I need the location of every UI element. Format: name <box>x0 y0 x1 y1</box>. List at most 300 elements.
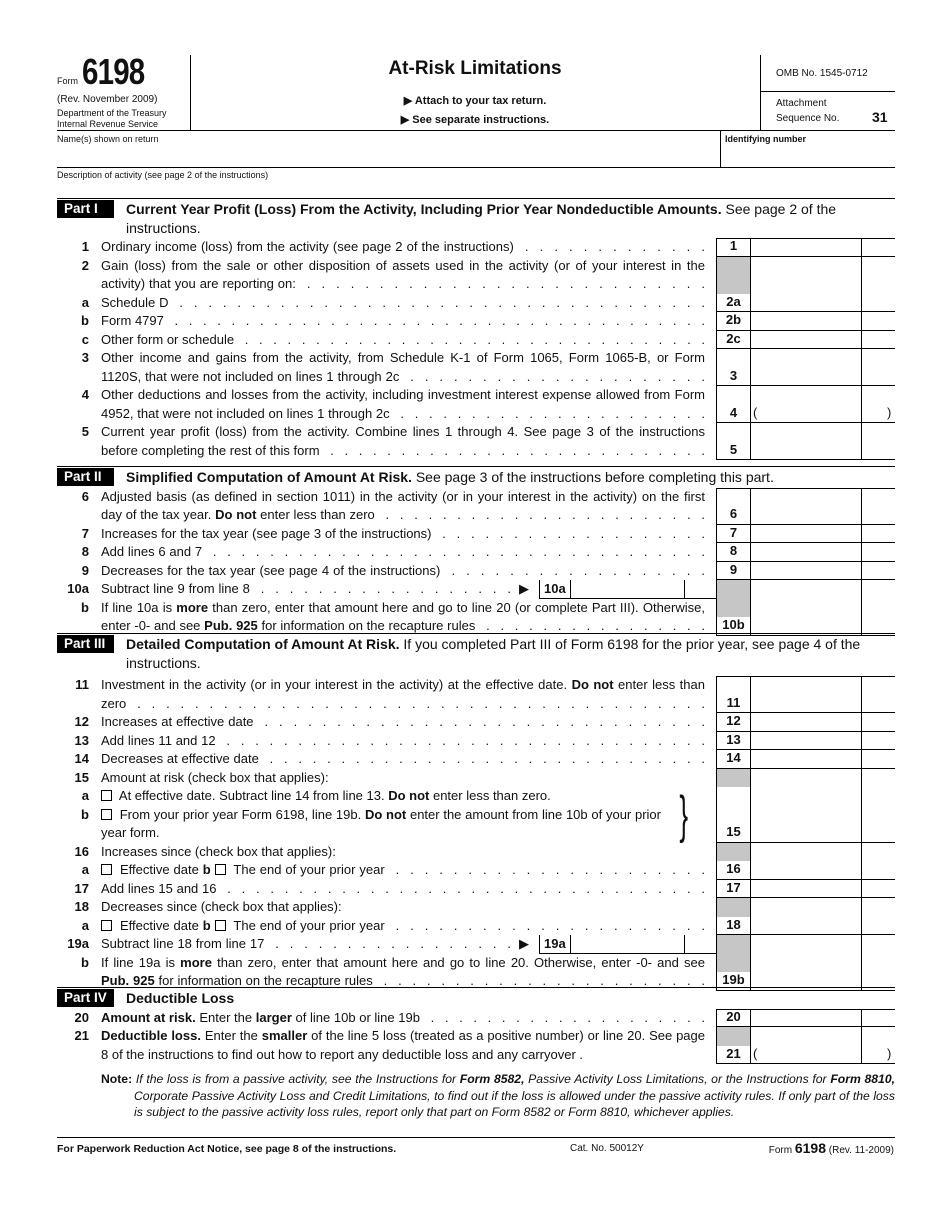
text-segment: Corporate Passive Activity Loss and Credit Limitations, to find out if the loss is allowed under the passive activity rules. If only part of the loss is subject to the passive activity loss rules, report only that part on Form 8582 or Form 8810, whichever applies. <box>134 1088 895 1119</box>
note <box>101 1071 895 1121</box>
part-3-label: Part III <box>57 635 114 653</box>
identifying-number-label: Identifying number <box>725 134 806 144</box>
line-a-label-cell <box>716 787 750 806</box>
cents-divider <box>861 349 862 385</box>
line-label: 5 <box>729 441 738 457</box>
part-2-label: Part II <box>57 468 114 486</box>
line-12-row <box>57 713 895 732</box>
cents-divider <box>861 312 862 330</box>
line-number: 5 <box>81 424 89 439</box>
line-10a-text <box>101 580 511 599</box>
line-label: 4 <box>729 404 738 420</box>
sequence-number: 31 <box>872 109 888 125</box>
line-15-label-cell <box>716 769 750 788</box>
text-segment: for information on the recapture rules <box>154 973 373 988</box>
dot-leader: . . . . . . . . . . . . . . . . . . . . . . <box>400 405 705 421</box>
line-15-amount-field <box>750 769 895 788</box>
text-segment: Investment in the activity (or in your interest in the activity) at the effective date. <box>101 677 572 692</box>
line-17-text <box>101 880 705 899</box>
dot-leader: . . . . . . . . . . . . . . . . . . . . . . . <box>383 973 705 988</box>
shaded-area <box>717 599 750 618</box>
line-label: 21 <box>726 1045 741 1061</box>
line-label: 1 <box>729 238 738 253</box>
line-9-row <box>57 562 895 581</box>
checkbox[interactable] <box>215 920 226 931</box>
line-16-text <box>101 843 705 862</box>
cents-divider <box>861 713 862 731</box>
line-14-label-cell <box>716 750 750 769</box>
line-2b-amount-field[interactable] <box>750 312 895 331</box>
line-b-row <box>57 954 895 991</box>
text-segment: If the loss is from a passive activity, see the Instructions for <box>135 1072 460 1086</box>
line-label: 3 <box>729 367 738 383</box>
cents-divider <box>861 331 862 349</box>
bold-text: Deductible Loss <box>126 990 235 1006</box>
dot-leader: . . . . . . . . . . . . . . . . . . . . . . . . . . . . <box>306 276 705 291</box>
shaded-area <box>717 1027 750 1046</box>
see-instructions: ▶ See separate instructions. <box>400 114 550 126</box>
text-segment: of line 10b or line 19b <box>291 1009 420 1025</box>
line-18-label-cell <box>716 917 750 936</box>
line-16-label-cell <box>716 843 750 862</box>
line-15-amount-field[interactable] <box>750 806 895 843</box>
bold-text: more <box>180 954 212 970</box>
line-4-amount-field[interactable] <box>750 386 895 423</box>
cents-divider <box>861 750 862 768</box>
text-segment: for information on the recapture rules <box>257 618 476 633</box>
cents-divider <box>861 917 862 935</box>
line-number: 4 <box>81 387 89 402</box>
dot-leader: . . . . . . . . . . . . . . . . . . . . . . <box>395 862 705 877</box>
line-label: 17 <box>726 879 741 895</box>
line-2c-label-cell <box>716 331 750 350</box>
line-7-amount-field[interactable] <box>750 525 895 544</box>
dot-leader: . . . . . . . . . . . . . . . . . . . . . . . . . . . . . . . . . <box>244 331 705 347</box>
omb-number: OMB No. 1545-0712 <box>776 68 868 79</box>
line-10a-amount-field <box>750 580 895 599</box>
catalog-number: Cat. No. 50012Y <box>570 1143 644 1154</box>
line-number: 7 <box>81 525 89 541</box>
line-13-label-cell <box>716 732 750 751</box>
shaded-area <box>717 954 750 973</box>
cents-divider <box>861 562 862 580</box>
irs: Internal Revenue Service <box>57 119 159 129</box>
cents-divider <box>861 898 862 917</box>
line-1-text <box>101 238 705 257</box>
part-4-divider <box>57 987 895 988</box>
line-15-text <box>101 769 705 788</box>
line-11-text <box>101 676 705 713</box>
line-number: a <box>81 917 89 933</box>
line-10a-label-cell <box>716 580 750 599</box>
open-paren: ( <box>753 1045 758 1061</box>
dot-leader: . . . . . . . . . . . . . . . . . . . . . . . . . . . . . . . . . . . . . . <box>174 313 705 328</box>
cents-divider <box>684 935 685 953</box>
dot-leader: . . . . . . . . . . . . . <box>524 239 705 254</box>
line-1-label-cell <box>716 238 750 257</box>
line-14-row <box>57 750 895 769</box>
line-number: 15 <box>74 769 89 785</box>
line-11-label-cell <box>716 676 750 713</box>
text-segment: Subtract line 18 from line 17 <box>101 936 265 951</box>
line-19a-amount-field <box>750 935 895 954</box>
line-21-label-cell <box>716 1027 750 1064</box>
line-7-text <box>101 525 705 544</box>
line-19a-inline-box[interactable] <box>539 935 716 954</box>
cents-divider <box>861 806 862 842</box>
cents-divider <box>861 294 862 312</box>
line-19a-text <box>101 935 511 954</box>
text-segment: From your prior year Form 6198, line 19b. <box>116 806 365 822</box>
dot-leader: . . . . . . . . . . . . . . . . . . . . . <box>410 368 705 384</box>
line-label: 12 <box>726 713 741 728</box>
line-6-amount-field[interactable] <box>750 488 895 525</box>
line-b-text <box>101 599 705 636</box>
line-20-label-cell <box>716 1009 750 1028</box>
line-number: 1 <box>81 239 89 254</box>
cents-divider <box>861 1010 862 1027</box>
line-2a-amount-field[interactable] <box>750 294 895 313</box>
line-5-text <box>101 423 705 460</box>
line-a-text <box>101 917 705 936</box>
dot-leader: . . . . . . . . . . . . . . . . . . . . . . . . . . . <box>330 442 705 458</box>
line-4-text <box>101 386 705 423</box>
text-segment: than zero, enter that amount here and go to line 20. Otherwise, enter -0- and see <box>211 954 705 970</box>
footer-form-word: Form <box>768 1145 795 1156</box>
cents-divider <box>861 489 862 524</box>
text-segment: Current year profit (loss) from the activity. Combine lines 1 through 4. See page 3 of the instructions before completing the rest of this form <box>101 424 705 458</box>
line-11-row <box>57 676 895 713</box>
cents-divider <box>861 239 862 256</box>
footer-form-number: 6198 <box>794 1140 826 1156</box>
dot-leader: . . . . . . . . . . . . . . . . . . . . . . . . . . . . . . . . . . <box>227 880 705 896</box>
line-18-amount-field <box>750 898 895 917</box>
line-number: 18 <box>74 899 89 914</box>
cents-divider <box>861 386 862 422</box>
paperwork-notice: For Paperwork Reduction Act Notice, see page 8 of the instructions. <box>57 1143 397 1155</box>
checkbox[interactable] <box>101 809 112 820</box>
line-number: 13 <box>74 732 89 748</box>
cents-divider <box>861 954 862 990</box>
line-5-row <box>57 423 895 460</box>
line-2-label-cell <box>716 257 750 294</box>
bold-text: Current Year Profit (Loss) From the Activity, Including Prior Year Nondeductible Amounts. <box>126 201 722 217</box>
line-number: a <box>81 294 89 310</box>
line-7-row <box>57 525 895 544</box>
line-17-label-cell <box>716 880 750 899</box>
text-segment: Adjusted basis (as defined in section 1011) in the activity (or in your interest in the activity) on the first day of the tax year. <box>101 488 705 522</box>
name-input[interactable] <box>57 145 719 166</box>
line-15-label-cell <box>716 806 750 843</box>
checkbox[interactable] <box>215 864 226 875</box>
line-6-text <box>101 488 705 525</box>
line-label: 18 <box>726 916 741 932</box>
line-14-amount-field[interactable] <box>750 750 895 769</box>
line-c-text <box>101 331 705 350</box>
bold-text: Deductible loss. <box>101 1028 201 1043</box>
line-number: 21 <box>74 1028 89 1043</box>
line-19a-label-cell <box>716 935 750 954</box>
line-13-row <box>57 732 895 751</box>
cents-divider <box>861 769 862 788</box>
bold-text: b <box>202 862 211 877</box>
part-3-divider <box>57 633 895 634</box>
line-13-text <box>101 732 705 751</box>
bold-text: Pub. 925 <box>101 973 155 988</box>
description-input[interactable] <box>57 181 895 198</box>
dot-leader: . . . . . . . . . . . . . . . . . . . . . . <box>395 917 705 933</box>
bold-text: Do not <box>388 788 430 803</box>
line-2a-label-cell <box>716 294 750 313</box>
cents-divider <box>861 732 862 750</box>
bold-text: Pub. 925 <box>204 618 258 633</box>
bold-text: Form 8582, <box>459 1072 525 1086</box>
text-segment: Add lines 15 and 16 <box>101 880 217 896</box>
line-label: 14 <box>726 750 741 765</box>
line-a-text <box>101 861 705 880</box>
part-1-divider <box>57 198 895 199</box>
line-number: 17 <box>74 880 89 896</box>
text-segment: If you completed Part III of Form 6198 for the prior year, see page 4 of the instructions. <box>126 636 861 671</box>
text-segment: enter less than zero <box>101 677 705 711</box>
line-label: 7 <box>729 524 738 540</box>
part-2-divider <box>57 466 895 467</box>
line-number: b <box>81 313 89 328</box>
line-9-label-cell <box>716 562 750 581</box>
cents-divider <box>861 843 862 862</box>
line-18-row <box>57 898 895 917</box>
checkbox[interactable] <box>101 790 112 801</box>
line-16-amount-field[interactable] <box>750 861 895 880</box>
bold-text: larger <box>255 1009 292 1025</box>
bold-text: Do not <box>215 507 257 522</box>
line-10a-row <box>57 580 895 599</box>
bold-text: Detailed Computation of Amount At Risk. <box>126 636 400 652</box>
line-number: 20 <box>74 1009 89 1025</box>
cents-divider <box>861 935 862 954</box>
line-c-row <box>57 331 895 350</box>
line-16-label-cell <box>716 861 750 880</box>
line-a-row <box>57 917 895 936</box>
line-9-amount-field[interactable] <box>750 562 895 581</box>
line-18-label-cell <box>716 898 750 917</box>
line-10b-amount-field[interactable] <box>750 599 895 636</box>
text-segment: Effective date <box>116 862 203 877</box>
text-segment: Add lines 6 and 7 <box>101 544 203 559</box>
line-13-amount-field[interactable] <box>750 732 895 751</box>
line-number: b <box>81 954 89 970</box>
bold-text: Amount at risk. <box>101 1009 196 1025</box>
cents-divider <box>861 787 862 806</box>
line-a-amount-field <box>750 787 895 806</box>
line-label: 16 <box>726 861 741 876</box>
bold-text: Do not <box>364 806 407 822</box>
dot-leader: . . . . . . . . . . . . . . . . <box>486 618 705 633</box>
dot-leader: . . . . . . . . . . . . . . . . . . . . . . . . . . . . . . . <box>269 751 705 766</box>
dot-leader: . . . . . . . . . . . . . . . . . . . . . . . . . . . . . . . . . . . . . . . . <box>137 695 705 711</box>
close-paren: ) <box>887 1045 892 1061</box>
text-segment: Increases at effective date <box>101 714 254 729</box>
sequence-label: Sequence No. <box>776 113 840 124</box>
line-label: 13 <box>726 731 741 747</box>
open-paren: ( <box>753 404 758 420</box>
line-number: 6 <box>81 488 89 504</box>
revision: (Rev. November 2009) <box>57 94 158 105</box>
line-6-label-cell <box>716 488 750 525</box>
cents-divider <box>861 580 862 599</box>
line-3-amount-field[interactable] <box>750 349 895 386</box>
line-18-amount-field[interactable] <box>750 917 895 936</box>
text-segment: Schedule D <box>101 294 169 310</box>
text-segment: Effective date <box>116 917 203 933</box>
line-21-amount-field[interactable] <box>750 1027 895 1064</box>
brace-icon: } <box>679 786 689 844</box>
line-a-row <box>57 294 895 313</box>
text-segment: See page 3 of the instructions before completing this part. <box>411 469 774 485</box>
checkbox[interactable] <box>101 920 112 931</box>
cents-divider <box>861 257 862 294</box>
line-number: a <box>81 862 89 877</box>
description-label: Description of activity (see page 2 of the instructions) <box>57 170 269 180</box>
line-number: c <box>81 331 89 347</box>
cents-divider <box>861 677 862 712</box>
part-4-label: Part IV <box>57 989 114 1007</box>
text-segment: Increases since (check box that applies): <box>101 843 336 859</box>
checkbox[interactable] <box>101 864 112 875</box>
dot-leader: . . . . . . . . . . . . . . . . . . <box>260 581 511 596</box>
text-segment: Decreases since (check box that applies): <box>101 899 342 914</box>
line-10b-label-cell <box>716 599 750 636</box>
line-1-amount-field[interactable] <box>750 238 895 257</box>
line-label: 11 <box>726 694 741 710</box>
line-4-label-cell <box>716 386 750 423</box>
dot-leader: . . . . . . . . . . . . . . . . . . . <box>442 525 705 541</box>
part-2-title <box>126 468 886 487</box>
line-label: 19b <box>722 972 745 987</box>
bold-text: b <box>202 917 211 933</box>
line-b-text <box>101 954 705 991</box>
line-label: 10b <box>722 617 745 632</box>
cents-divider <box>861 1027 862 1063</box>
line-8-amount-field[interactable] <box>750 543 895 562</box>
text-segment: Decreases for the tax year (see page 4 of the instructions) <box>101 562 441 578</box>
line-17-amount-field[interactable] <box>750 880 895 899</box>
line-number: 11 <box>75 677 89 692</box>
text-segment: enter less than zero. <box>429 788 551 803</box>
attachment-label: Attachment <box>776 98 827 109</box>
text-segment: of the line 5 loss (treated as a positive number) or line 20. See page 8 of the instructions to find out how to report any deductible loss and any carryover . <box>101 1028 705 1062</box>
line-19b-label-cell <box>716 954 750 991</box>
text-segment: enter the amount from line 10b of your prior year form. <box>101 806 661 840</box>
line-label: 2c <box>726 330 741 346</box>
line-number: b <box>81 806 89 822</box>
line-number: 14 <box>74 751 89 766</box>
text-segment: enter less than zero <box>256 507 375 522</box>
line-7-label-cell <box>716 525 750 544</box>
line-12-amount-field[interactable] <box>750 713 895 732</box>
text-segment: Other income and gains from the activity, from Schedule K-1 of Form 1065, Form 1065-B, or Form 1120S, that were not included on lines 1 through 2c <box>101 350 705 384</box>
text-segment: Form 4797 <box>101 313 164 328</box>
text-segment: than zero, enter that amount here and go to line 20 (or complete Part III). Otherwise, enter -0- and see <box>101 599 705 633</box>
line-8-text <box>101 543 705 562</box>
line-label: 6 <box>729 506 738 521</box>
line-16-amount-field <box>750 843 895 862</box>
bold-text: more <box>176 599 209 615</box>
line-number: 9 <box>81 562 89 578</box>
line-18-text <box>101 898 705 917</box>
line-2c-amount-field[interactable] <box>750 331 895 350</box>
bold-text: Form 8810, <box>830 1072 895 1086</box>
cents-divider <box>861 599 862 635</box>
cents-divider <box>861 423 862 459</box>
text-segment: Add lines 11 and 12 <box>101 732 216 748</box>
text-segment: Other deductions and losses from the activity, including investment interest expense allowed from Form 4952, that were not included on lines 1 through 2c <box>101 387 705 421</box>
line-number: 3 <box>81 350 89 365</box>
line-2-amount-field <box>750 257 895 294</box>
text-segment: If line 19a is <box>101 954 181 970</box>
line-4-row <box>57 386 895 423</box>
text-segment: Gain (loss) from the sale or other disposition of assets used in the activity (or of your interest in the activity) that you are reporting on: <box>101 257 705 291</box>
dot-leader: . . . . . . . . . . . . . . . . . . . . . . . . . . . . . . . . . . . . . <box>179 294 705 310</box>
line-19a-row <box>57 935 895 954</box>
inline-box-label: 10a <box>540 580 571 598</box>
line-19b-amount-field[interactable] <box>750 954 895 991</box>
line-5-amount-field[interactable] <box>750 423 895 460</box>
line-21-row <box>57 1027 895 1064</box>
line-label: 9 <box>729 561 738 577</box>
line-3-text <box>101 349 705 386</box>
bold-text: smaller <box>261 1028 308 1043</box>
line-a-text <box>101 294 705 313</box>
line-number: 8 <box>81 544 89 559</box>
line-8-label-cell <box>716 543 750 562</box>
line-15-row <box>57 769 895 788</box>
text-segment: Decreases at effective date <box>101 751 259 766</box>
department: Department of the Treasury <box>57 108 167 118</box>
line-11-amount-field[interactable] <box>750 676 895 713</box>
text-segment: Enter the <box>200 1028 262 1043</box>
footer-form-id <box>769 1140 894 1156</box>
line-12-label-cell <box>716 713 750 732</box>
line-10a-inline-box[interactable] <box>539 580 716 599</box>
form-id <box>57 51 159 92</box>
cents-divider <box>861 543 862 561</box>
line-label: 15 <box>726 824 741 839</box>
line-9-text <box>101 562 705 581</box>
dot-leader: . . . . . . . . . . . . . . . . . <box>275 936 511 951</box>
text-segment: The end of your prior year <box>229 917 385 933</box>
line-b-row <box>57 806 895 843</box>
line-a-text <box>101 787 661 806</box>
text-segment: If line 10a is <box>101 599 177 615</box>
identifying-number-input[interactable] <box>722 145 894 166</box>
arrow-icon: ▶ <box>519 581 529 596</box>
line-20-amount-field[interactable] <box>750 1009 895 1028</box>
line-label: 2a <box>726 293 741 309</box>
text-segment: Increases for the tax year (see page 3 of the instructions) <box>101 525 432 541</box>
line-2-row <box>57 257 895 294</box>
line-number: 19a <box>67 936 89 951</box>
close-paren: ) <box>887 404 892 420</box>
bold-text: Simplified Computation of Amount At Risk. <box>126 469 412 485</box>
line-number: a <box>81 788 89 803</box>
line-number: 10a <box>67 581 89 596</box>
line-8-row <box>57 543 895 562</box>
line-21-text <box>101 1027 705 1064</box>
line-number: 12 <box>74 714 89 729</box>
line-20-text <box>101 1009 705 1028</box>
part-4-title <box>126 989 886 1008</box>
